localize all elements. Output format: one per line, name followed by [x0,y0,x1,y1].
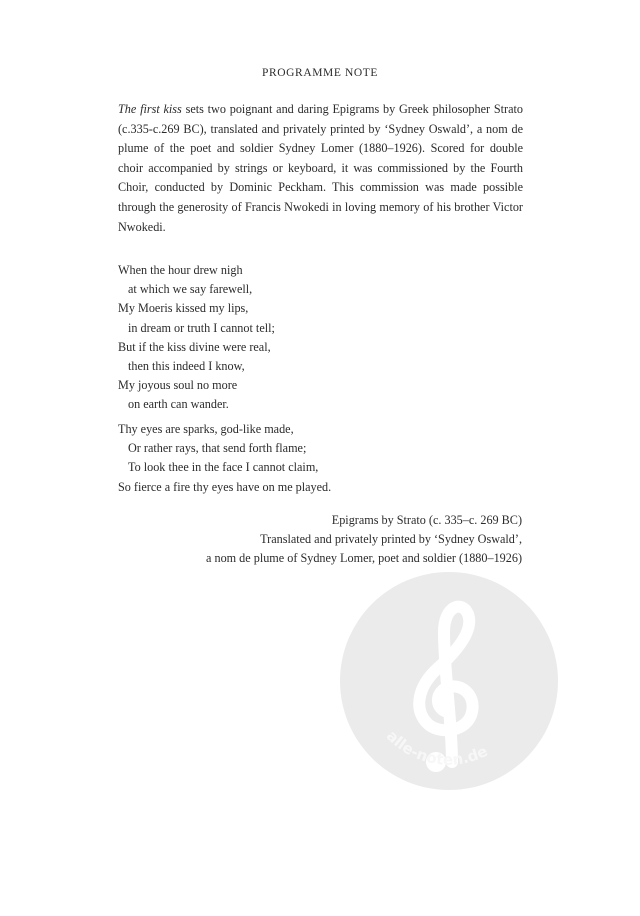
page-title: PROGRAMME NOTE [261,67,379,79]
programme-note-text [118,100,523,237]
poem-line: My joyous soul no more [118,378,238,393]
poem-line: Thy eyes are sparks, god-like made, [118,422,294,436]
poem-line: So fierce a fire thy eyes have on me played. [118,479,332,494]
watermark-text-path: alle-noten.de [382,726,491,769]
credit-line: a nom de plume of Sydney Lomer, poet and soldier (1880–1926) [206,551,522,566]
source-credits [102,511,522,569]
poem-line: at which we say farewell, [128,282,253,297]
poem-line: then this indeed I know, [128,359,245,374]
credit-line: Epigrams by Strato (c. 335–c. 269 BC) [331,513,522,527]
programme-note-body: sets two poignant and daring Epigrams by Greek philosopher Strato (c.335-c.269 BC), translated and privately printed by ‘Sydney Oswald’, a nom de plume of the poet and soldier Sydney Lomer (1880–1926). Scored for double choir accompanied by strings or keyboard, it was commissioned by the Fourth Choir, conducted by Dominic Peckham. This commission was made possible through the generosity of Francis Nwokedi in loving memory of his brother Victor Nwokedi. [118,102,523,234]
work-title: The first kiss [118,102,182,116]
poem-line: But if the kiss divine were real, [118,339,271,354]
poem-line: on earth can wander. [128,397,229,412]
poem-line: When the hour drew nigh [118,263,243,277]
watermark-logo [340,572,558,790]
epigram-two [118,420,331,497]
epigram-one [118,261,275,415]
credit-line: Translated and privately printed by ‘Sydney Oswald’, [260,532,522,547]
poem-line: My Moeris kissed my lips, [118,301,249,316]
poem-line: Or rather rays, that send forth flame; [128,441,307,456]
poem-line: To look thee in the face I cannot claim, [128,460,319,475]
poem-line: in dream or truth I cannot tell; [128,320,275,335]
